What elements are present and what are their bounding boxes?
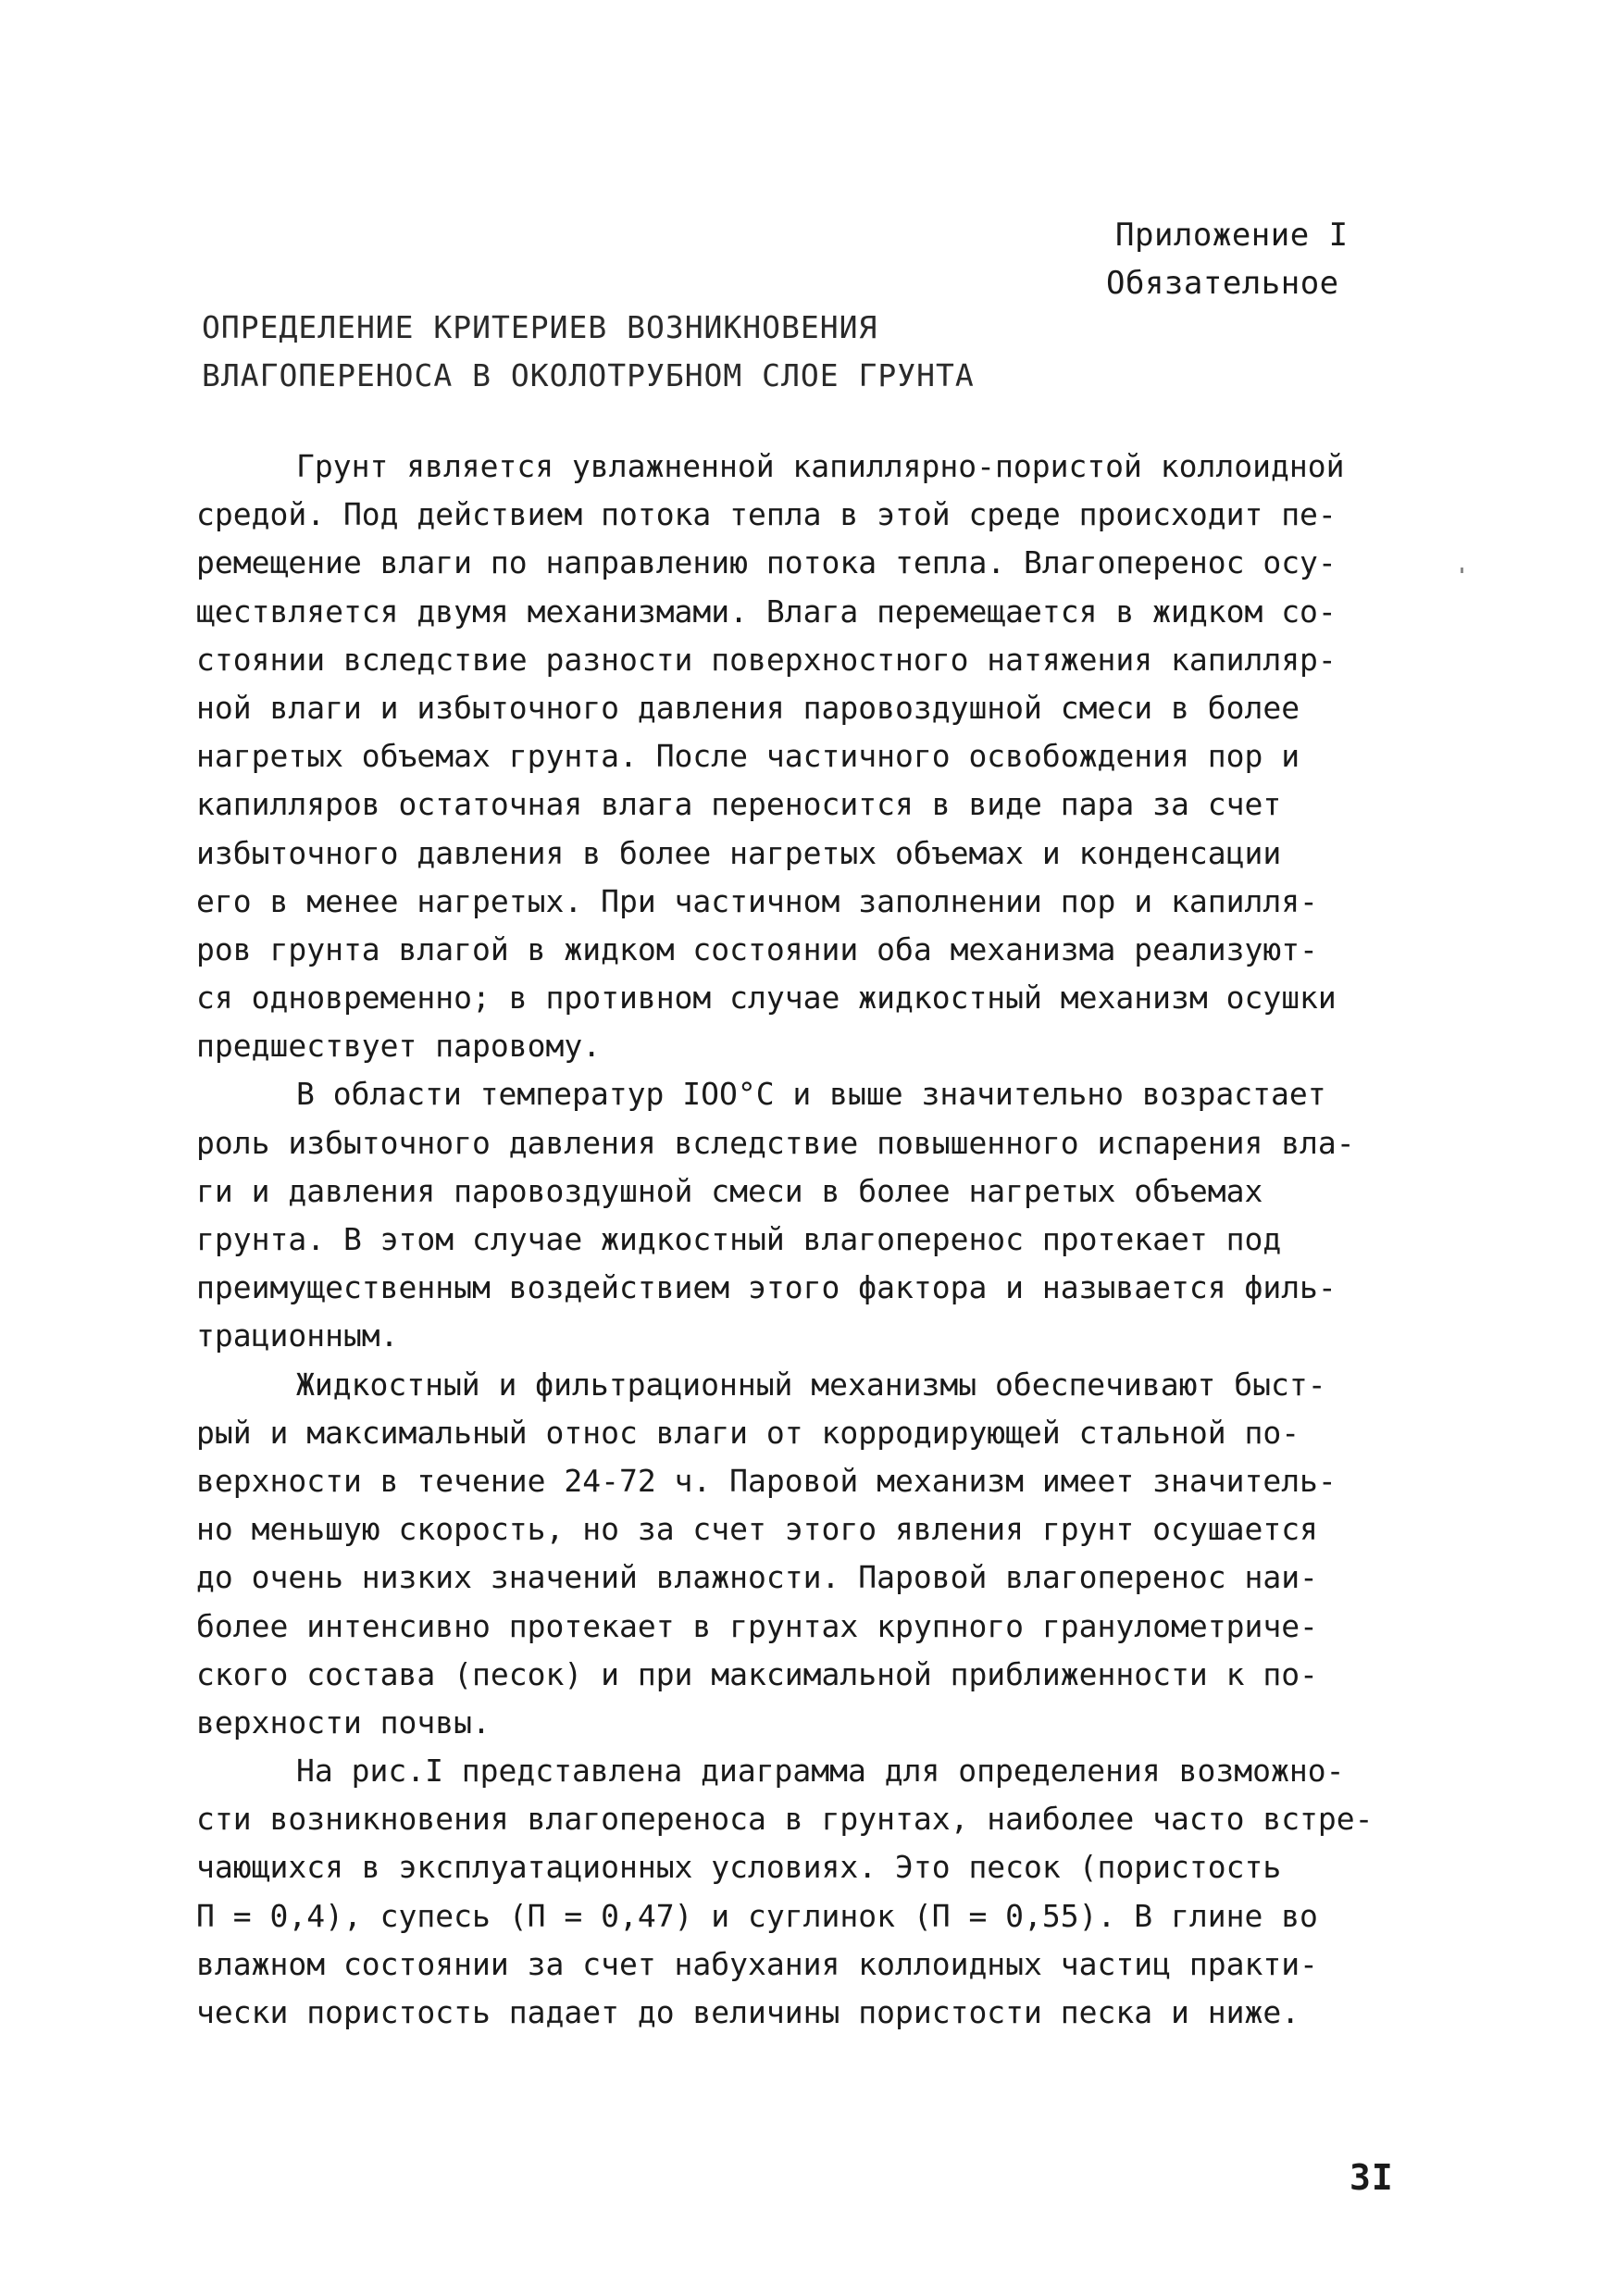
appendix-status: Обязательное xyxy=(1106,265,1339,302)
section-title xyxy=(202,304,975,400)
text-line: роль избыточного давления вследствие повышенного испарения вла- xyxy=(196,1124,1355,1161)
text-line: стоянии вследствие разности поверхностного натяжения капилляр- xyxy=(196,641,1337,678)
text-line: ремещение влаги по направлению потока тепла. Влагоперенос осу- xyxy=(196,544,1337,581)
text-line: трационным. xyxy=(196,1317,399,1354)
text-line: ся одновременно; в противном случае жидкостный механизм осушки xyxy=(196,980,1337,1017)
text-line: В области температур IOO°C и выше значительно возрастает xyxy=(296,1076,1326,1113)
text-line: Жидкостный и фильтрационный механизмы обеспечивают быст- xyxy=(296,1366,1326,1403)
text-line: грунта. В этом случае жидкостный влагоперенос протекает под xyxy=(196,1221,1282,1257)
text-line: капилляров остаточная влага переносится в виде пара за счет xyxy=(196,786,1282,823)
page-number: 3I xyxy=(1350,2157,1394,2198)
text-line: но меньшую скорость, но за счет этого явления грунт осушается xyxy=(196,1511,1318,1548)
text-line: более интенсивно протекает в грунтах крупного гранулометриче- xyxy=(196,1607,1318,1644)
text-line: ги и давления паровоздушной смеси в более нагретых объемах xyxy=(196,1172,1263,1209)
text-line: верхности в течение 24-72 ч. Паровой механизм имеет значитель- xyxy=(196,1462,1337,1499)
text-line: рый и максимальный относ влаги от корродирующей стальной по- xyxy=(196,1414,1300,1451)
text-line: ского состава (песок) и при максимальной приближенности к по- xyxy=(196,1655,1318,1692)
text-line: чески пористость падает до величины пористости песка и ниже. xyxy=(196,1994,1300,2030)
text-line: избыточного давления в более нагретых объемах и конденсации xyxy=(196,834,1282,871)
text-line: ной влаги и избыточного давления паровоздушной смеси в более xyxy=(196,689,1300,726)
appendix-number: Приложение I xyxy=(1115,217,1349,254)
scan-speck xyxy=(1461,568,1463,573)
text-line: средой. Под действием потока тепла в этой среде происходит пе- xyxy=(196,496,1337,533)
text-line: преимущественным воздействием этого фактора и называется филь- xyxy=(196,1269,1337,1306)
text-line: нагретых объемах грунта. После частичного освобождения пор и xyxy=(196,738,1300,775)
text-line: ществляется двумя механизмами. Влага перемещается в жидком со- xyxy=(196,593,1337,630)
title-line-1: ОПРЕДЕЛЕНИЕ КРИТЕРИЕВ ВОЗНИКНОВЕНИЯ xyxy=(202,309,878,345)
text-line: его в менее нагретых. При частичном заполнении пор и капилля- xyxy=(196,882,1318,919)
text-line: влажном состоянии за счет набухания коллоидных частиц практи- xyxy=(196,1945,1318,1982)
text-line: чающихся в эксплуатационных условиях. Это песок (пористость xyxy=(196,1849,1282,1886)
text-line: П = 0,4), супесь (П = 0,47) и суглинок (П = 0,55). В глине во xyxy=(196,1897,1318,1934)
appendix-header xyxy=(1106,211,1349,307)
text-line: до очень низких значений влажности. Паровой влагоперенос наи- xyxy=(196,1559,1318,1596)
text-line: верхности почвы. xyxy=(196,1703,491,1741)
body-text xyxy=(196,443,1427,2037)
text-line: ров грунта влагой в жидком состоянии оба механизма реализуют- xyxy=(196,930,1318,967)
title-line-2: ВЛАГОПЕРЕНОСА В ОКОЛОТРУБНОМ СЛОЕ ГРУНТА xyxy=(202,357,975,393)
text-line: сти возникновения влагопереноса в грунтах, наиболее часто встре- xyxy=(196,1801,1374,1838)
text-line: На рис.I представлена диаграмма для определения возможно- xyxy=(296,1753,1345,1790)
text-line: Грунт является увлажненной капиллярно-пористой коллоидной xyxy=(296,448,1345,484)
text-line: предшествует паровому. xyxy=(196,1028,602,1065)
